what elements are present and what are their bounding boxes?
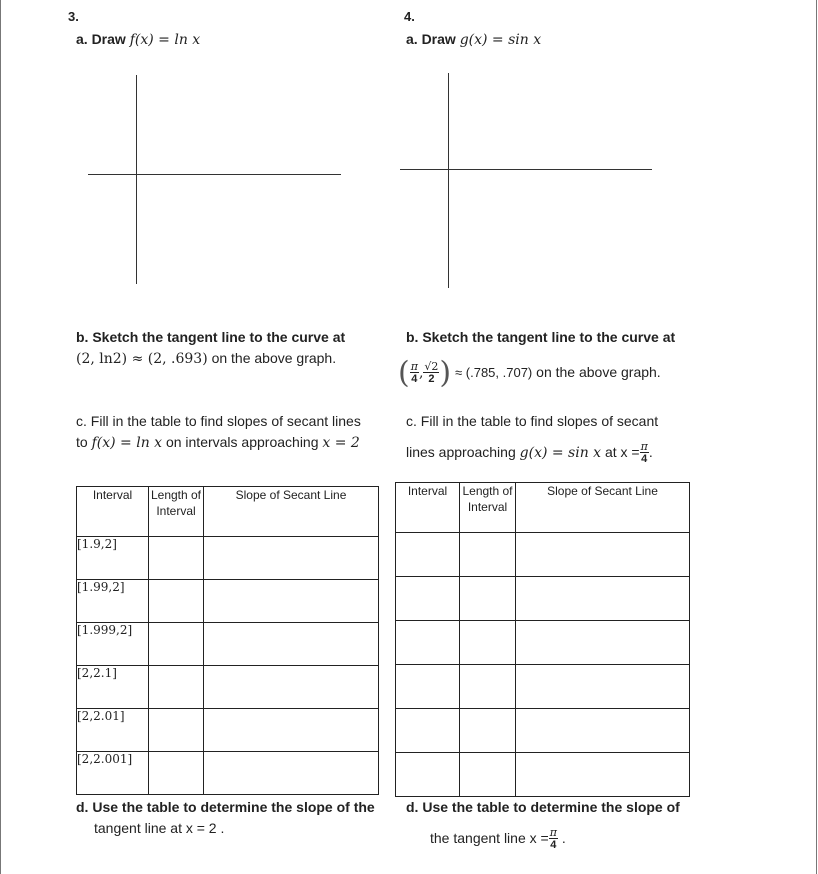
page-right-edge [816,0,817,874]
header-slope: Slope of Secant Line [516,483,690,533]
slope-cell[interactable] [204,666,379,709]
problem-3c-target: x = 2 [322,435,360,451]
problem-3b-point: (2, ln2) ≈ (2, .693) [76,351,208,367]
slope-cell[interactable] [204,623,379,666]
header-interval: Interval [77,487,149,537]
problem-4c-line1: c. Fill in the table to find slopes of secant [406,413,659,429]
length-cell[interactable] [149,666,204,709]
graph-4-y-axis [448,73,449,288]
interval-cell[interactable] [396,753,460,797]
pi-over-4 [640,441,649,465]
problem-3d-line2: tangent line at x = 2 . [94,820,225,836]
header-slope: Slope of Secant Line [204,487,379,537]
table-header-row [396,483,690,533]
problem-4c-at: at x = [604,444,640,460]
header-length: Length of Interval [149,487,204,537]
pi-over-4 [410,361,419,385]
problem-4b-line1 [406,327,675,348]
problem-4c-lines: lines approaching [406,444,516,460]
table-row [396,621,690,665]
interval-cell: [1.99,2] [77,580,149,623]
graph-3-x-axis [88,174,341,175]
problem-3d-text1: d. Use the table to determine the slope of the [76,799,375,815]
interval-cell: [2,2.1] [77,666,149,709]
interval-cell[interactable] [396,621,460,665]
frac-numerator: √2 [424,360,439,374]
problem-3c-to: to [76,434,88,450]
problem-4b-line2: ( $\frac{\pi}{4}$ , $\frac{√2}{2}$ ) ≈ (.785, .707) on the above graph. [398,355,661,391]
problem-4d-text1: d. Use the table to determine the slope of [406,799,680,815]
right-paren: ) [439,355,452,391]
table-row [77,666,379,709]
table-row [396,665,690,709]
problem-4d-text2: the tangent line x = [430,830,549,846]
header-length: Length of Interval [460,483,516,533]
problem-3-number: 3. [68,9,79,24]
interval-cell[interactable] [396,533,460,577]
frac-numerator: π [640,440,648,454]
problem-4c-function: g(x) = sin x [519,445,602,461]
interval-cell: [1.999,2] [77,623,149,666]
sqrt2-over-2 [423,361,439,385]
problem-4-number: 4. [404,9,415,24]
length-cell[interactable] [460,665,516,709]
slope-cell[interactable] [204,709,379,752]
header-interval: Interval [396,483,460,533]
table-row [77,752,379,795]
table-row [396,709,690,753]
table-header-row [77,487,379,537]
frac-denominator: 4 [550,839,557,852]
problem-3b-prompt [76,327,345,348]
table-row [77,623,379,666]
slope-cell[interactable] [516,577,690,621]
table-row [396,577,690,621]
length-cell[interactable] [149,623,204,666]
slope-cell[interactable] [516,709,690,753]
slope-cell[interactable] [204,580,379,623]
frac-denominator: 4 [411,373,418,386]
length-cell[interactable] [149,537,204,580]
problem-3a-label: a. Draw [76,31,126,47]
interval-cell: [2,2.001] [77,752,149,795]
slope-cell[interactable] [516,621,690,665]
slope-cell[interactable] [204,752,379,795]
problem-3a-prompt [76,29,200,51]
problem-4d-line2: the tangent line x = $\frac{\pi}{4}$ . [430,826,566,852]
length-cell[interactable] [149,580,204,623]
problem-3b-line2 [76,348,336,370]
interval-cell[interactable] [396,577,460,621]
length-cell[interactable] [149,709,204,752]
frac-denominator: 4 [641,453,648,466]
table-row [77,580,379,623]
problem-3b-rest: on the above graph. [211,350,337,366]
problem-3c-function: f(x) = ln x [91,435,163,451]
table-row [77,709,379,752]
problem-3c-mid: on intervals approaching [165,434,319,450]
slope-cell[interactable] [516,665,690,709]
problem-3c-line2 [76,432,360,454]
table-row [396,533,690,577]
problem-4b-rest: on the above graph. [536,364,661,380]
page-left-edge [0,0,1,874]
length-cell[interactable] [460,753,516,797]
secant-table-3 [76,486,379,795]
frac-numerator: π [410,360,418,374]
slope-cell[interactable] [516,753,690,797]
length-cell[interactable] [460,533,516,577]
problem-4a-label: a. Draw [406,31,456,47]
interval-cell: [2,2.01] [77,709,149,752]
interval-cell: [1.9,2] [77,537,149,580]
problem-3d-line1 [76,797,375,818]
frac-numerator: π [549,826,557,840]
length-cell[interactable] [460,709,516,753]
interval-cell[interactable] [396,665,460,709]
length-cell[interactable] [460,621,516,665]
problem-4a-prompt [406,29,541,51]
secant-table-4 [395,482,690,797]
problem-3b-line1: b. Sketch the tangent line to the curve at [76,329,346,345]
problem-4b-text1: b. Sketch the tangent line to the curve at [406,329,676,345]
length-cell[interactable] [460,577,516,621]
frac-denominator: 2 [423,372,439,385]
left-paren: ( [398,355,410,391]
problem-3a-function: f(x) = ln x [129,32,201,48]
length-cell[interactable] [149,752,204,795]
slope-cell[interactable] [516,533,690,577]
graph-4-x-axis [400,169,652,170]
pi-over-4 [549,827,558,851]
table-row [396,753,690,797]
problem-4b-approx: ≈ (.785, .707) [455,365,533,380]
problem-4d-line1 [406,797,680,818]
problem-3c-line1: c. Fill in the table to find slopes of secant lines [76,413,361,429]
problem-4c-line2: lines approaching g(x) = sin x at x = $\frac{\pi}{4}$ . [406,440,653,466]
slope-cell[interactable] [204,537,379,580]
interval-cell[interactable] [396,709,460,753]
problem-4a-function: g(x) = sin x [459,32,542,48]
table-row [77,537,379,580]
graph-3-y-axis [136,75,137,284]
